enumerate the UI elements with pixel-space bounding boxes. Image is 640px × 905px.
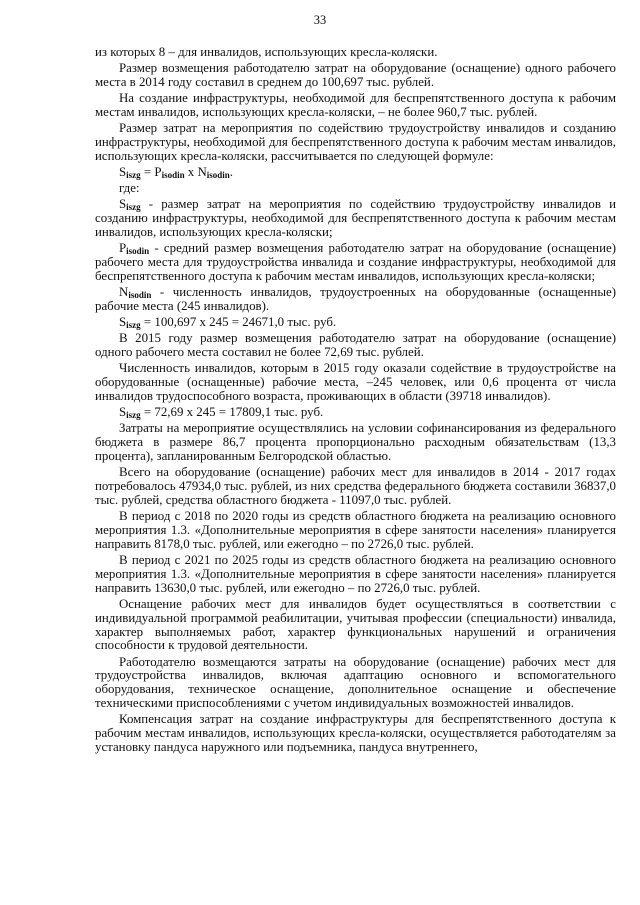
paragraph-1: из которых 8 – для инвалидов, использующих кресла-коляски. bbox=[95, 45, 438, 59]
page-number: 33 bbox=[313, 13, 327, 27]
where-label: где: bbox=[119, 181, 140, 196]
paragraph-cofinancing: Затраты на мероприятие осуществлялись на условии софинансирования из федерального бюджета в размере 86,7 процента пропорционально расходным обязательствам (13,3 процента), запланированным Белгородской областью. bbox=[95, 421, 616, 463]
paragraph-3: На создание инфраструктуры, необходимой для беспрепятственного доступа к рабочим местам инвалидов, использующих кресла-коляски, – не более 960,7 тыс. рублей. bbox=[95, 91, 616, 119]
definition-n-isodin: $N_{isodin}$ - численность инвалидов, трудоустроенных на оборудованные (оснащенные) рабочие места (245 инвалидов). bbox=[95, 285, 616, 313]
paragraph-4: Размер затрат на мероприятия по содействию трудоустройству инвалидов и созданию инфраструктуры, необходимой для беспрепятственного доступа к рабочим местам инвалидов, использующих кресла-коляски, рассчитывается по следующей формуле: bbox=[95, 121, 616, 163]
calculation-2015: $S_{iszg} = 72,69$ х 245 = 17809,1 тыс. руб. bbox=[119, 405, 324, 420]
paragraph-2018-2020: В период с 2018 по 2020 годы из средств областного бюджета на реализацию основного мероприятия 1.3. «Дополнительные мероприятия в сфере занятости населения» планируется направить 8178,0 тыс. рублей, или ежегодно – по 2726,0 тыс. рублей. bbox=[95, 508, 616, 551]
paragraph-total-2014-2017: Всего на оборудование (оснащение) рабочих мест для инвалидов в 2014 - 2017 годах потребовалось 47934,0 тыс. рублей, из них средства федерального бюджета составили 36837,0 тыс. рублей, средства областного бюджета - 11097,0 тыс. рублей. bbox=[95, 465, 616, 507]
calculation-2014: $S_{iszg} = 100,697$ х 245 = 24671,0 тыс. руб. bbox=[119, 315, 337, 330]
paragraph-2015-cost: В 2015 году размер возмещения работодателю затрат на оборудование (оснащение) одного рабочего места составил не более 72,69 тыс. рублей. bbox=[95, 331, 616, 359]
paragraph-reimbursement: Работодателю возмещаются затраты на оборудование (оснащение) рабочих мест для трудоустройства инвалидов, включая адаптацию основного и вспомогательного оборудования, техническое оснащение, дополнительное оснащение и обеспечение техническими приспособлениями с учетом индивидуальных возможностей инвалидов. bbox=[95, 654, 616, 711]
paragraph-equipping: Оснащение рабочих мест для инвалидов будет осуществляться в соответствии с индивидуальной программой реабилитации, учитывая профессии (специальности) инвалида, характер выполняемых работ, характер функциональных нарушений и ограничения способности к трудовой деятельности. bbox=[95, 596, 616, 653]
paragraph-2015-count: Численность инвалидов, которым в 2015 году оказали содействие в трудоустройстве на оборудованные (оснащенные) рабочие места, –245 человек, или 0,6 процента от числа инвалидов трудоспособного возраста, проживающих в области (39718 инвалидов). bbox=[95, 361, 616, 403]
document-body bbox=[95, 46, 616, 757]
formula-line: $S_{iszg} = P_{isodin}$ х $N_{isodin}$. bbox=[119, 165, 234, 180]
definition-p-isodin: $P_{isodin}$ - средний размер возмещения работодателю затрат на оборудование (оснащение) рабочего места для трудоустройства инвалида и создание инфраструктуры, необходимой для беспрепятственного доступа к рабочим местам инвалидов, использующих кресла-коляски; bbox=[95, 241, 616, 283]
paragraph-2: Размер возмещения работодателю затрат на оборудование (оснащение) одного рабочего места в 2014 году составил в среднем до 100,697 тыс. рублей. bbox=[95, 61, 616, 89]
definition-s-iszg: $S_{iszg}$ - размер затрат на мероприятия по содействию трудоустройству инвалидов и созданию инфраструктуры, необходимой для беспрепятственного доступа к рабочим местам инвалидов, использующих кресла-коляски; bbox=[95, 197, 616, 239]
paragraph-compensation: Компенсация затрат на создание инфраструктуры для беспрепятственного доступа к рабочим местам инвалидов, использующих кресла-коляски, осуществляется работодателям за установку пандуса наружного или подъемника, пандуса внутреннего, bbox=[95, 712, 616, 755]
paragraph-2021-2025: В период с 2021 по 2025 годы из средств областного бюджета на реализацию основного мероприятия 1.3. «Дополнительные мероприятия в сфере занятости населения» планируется направить 13630,0 тыс. рублей, или ежегодно – по 2726,0 тыс. рублей. bbox=[95, 552, 616, 595]
